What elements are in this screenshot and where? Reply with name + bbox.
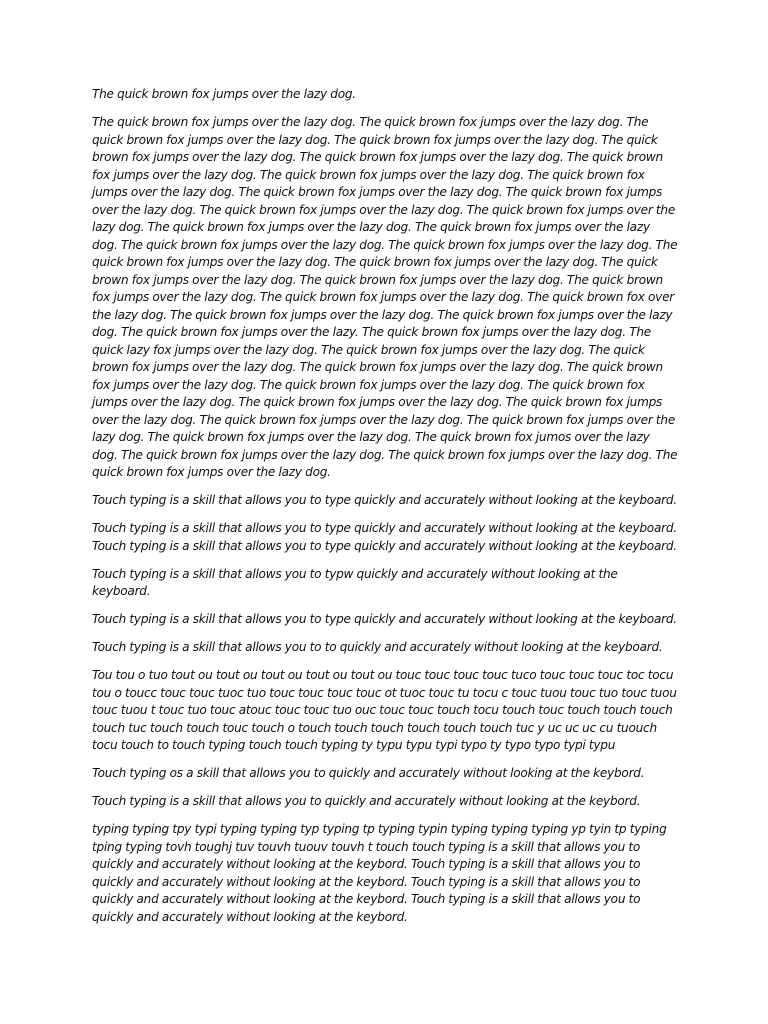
paragraph-4: Touch typing is a skill that allows you to type quickly and accurately without looking at the keyboard. Touch typing is a skill that allows you to type quickly and accurately without looking at the keyboard. — [92, 521, 677, 553]
paragraph-5: Touch typing is a skill that allows you to typw quickly and accurately without looking at the keyboard. — [92, 566, 618, 598]
paragraph-7: Touch typing is a skill that allows you to to quickly and accurately without looking at the keyboard. — [92, 640, 663, 654]
document-body[interactable] — [92, 86, 678, 937]
paragraph-3: Touch typing is a skill that allows you to type quickly and accurately without looking at the keyboard. — [92, 493, 677, 507]
paragraph-9: Touch typing os a skill that allows you to quickly and accurately without looking at the keybord. — [92, 766, 645, 780]
paragraph-6: Touch typing is a skill that allows you to type quickly and accurately without looking at the keyboard. — [92, 612, 677, 626]
paragraph-1: The quick brown fox jumps over the lazy dog. — [92, 87, 356, 101]
paragraph-8: Tou tou o tuo tout ou tout ou tout ou tout ou tout ou touc touc touc touc tuco touc touc touc toc tocu tou o toucc touc touc tuoc tuo touc touc touc touc ot tuoc touc tu tocu c touc tuou touc tuo touc tuou touc tuou t touc tuo touc atouc touc touc tuo ouc touc touc touch tocu touch touc touch touch touch touch tuc touch touch touc touch o touch touch touch touch touch touch tuc y uc uc uc cu tuouch tocu touch to touch typing touch touch typing ty typu typu typi typo ty typo typo typi typu — [92, 668, 677, 752]
paragraph-11: typing typing tpy typi typing typing typ typing tp typing typin typing typing typing yp tyin tp typing tping typing tovh toughj tuv touvh tuouv touvh t touch touch typing is a skill that allows you to quickly and accurately without looking at the keybord. Touch typing is a skill that allows you to quickly and accurately without looking at the keybord. Touch typing is a skill that allows you to quickly and accurately without looking at the keybord. Touch typing is a skill that allows you to quickly and accurately without looking at the keybord. — [92, 822, 667, 924]
paragraph-10: Touch typing is a skill that allows you to quickly and accurately without looking at the keybord. — [92, 794, 641, 808]
paragraph-2: The quick brown fox jumps over the lazy dog. The quick brown fox jumps over the lazy dog. The quick brown fox jumps over the lazy dog. The quick brown fox jumps over the lazy dog. The quick brown fox jumps over the lazy dog. The quick brown fox jumps over the lazy dog. The quick brown fox jumps over the lazy dog. The quick brown fox jumps over the lazy dog. The quick brown fox jumps over the lazy dog. The quick brown fox jumps over the lazy dog. The quick brown fox jumps over the lazy dog. The quick brown fox jumps over the lazy dog. The quick brown fox jumps over the lazy dog. The quick brown fox jumps over the lazy dog. The quick brown fox jumps over the lazy dog. The quick brown fox jumps over the lazy dog. The quick brown fox jumps over the lazy dog. The quick brown fox jumps over the lazy dog. The quick brown fox jumps over the lazy dog. The quick brown fox jumps over the lazy dog. The quick brown fox jumps over the lazy dog. The quick brown fox jumps over the lazy dog. The quick brown fox jumps over the lazy dog. The quick brown fox over the lazy dog. The quick brown fox jumps over the lazy dog. The quick brown fox jumps over the lazy dog. The quick brown fox jumps over the lazy. The quick brown fox jumps over the lazy dog. The quick lazy fox jumps over the lazy dog. The quick brown fox jumps over the lazy dog. The quick brown fox jumps over the lazy dog. The quick brown fox jumps over the lazy dog. The quick brown fox jumps over the lazy dog. The quick brown fox jumps over the lazy dog. The quick brown fox jumps over the lazy dog. The quick brown fox jumps over the lazy dog. The quick brown fox jumps over the lazy dog. The quick brown fox jumps over the lazy dog. The quick brown fox jumps over the lazy dog. The quick brown fox jumps over the lazy dog. The quick brown fox jumos over the lazy dog. The quick brown fox jumps over the lazy dog. The quick brown fox jumps over the lazy dog. The quick brown fox jumps over the lazy dog. — [92, 115, 678, 479]
